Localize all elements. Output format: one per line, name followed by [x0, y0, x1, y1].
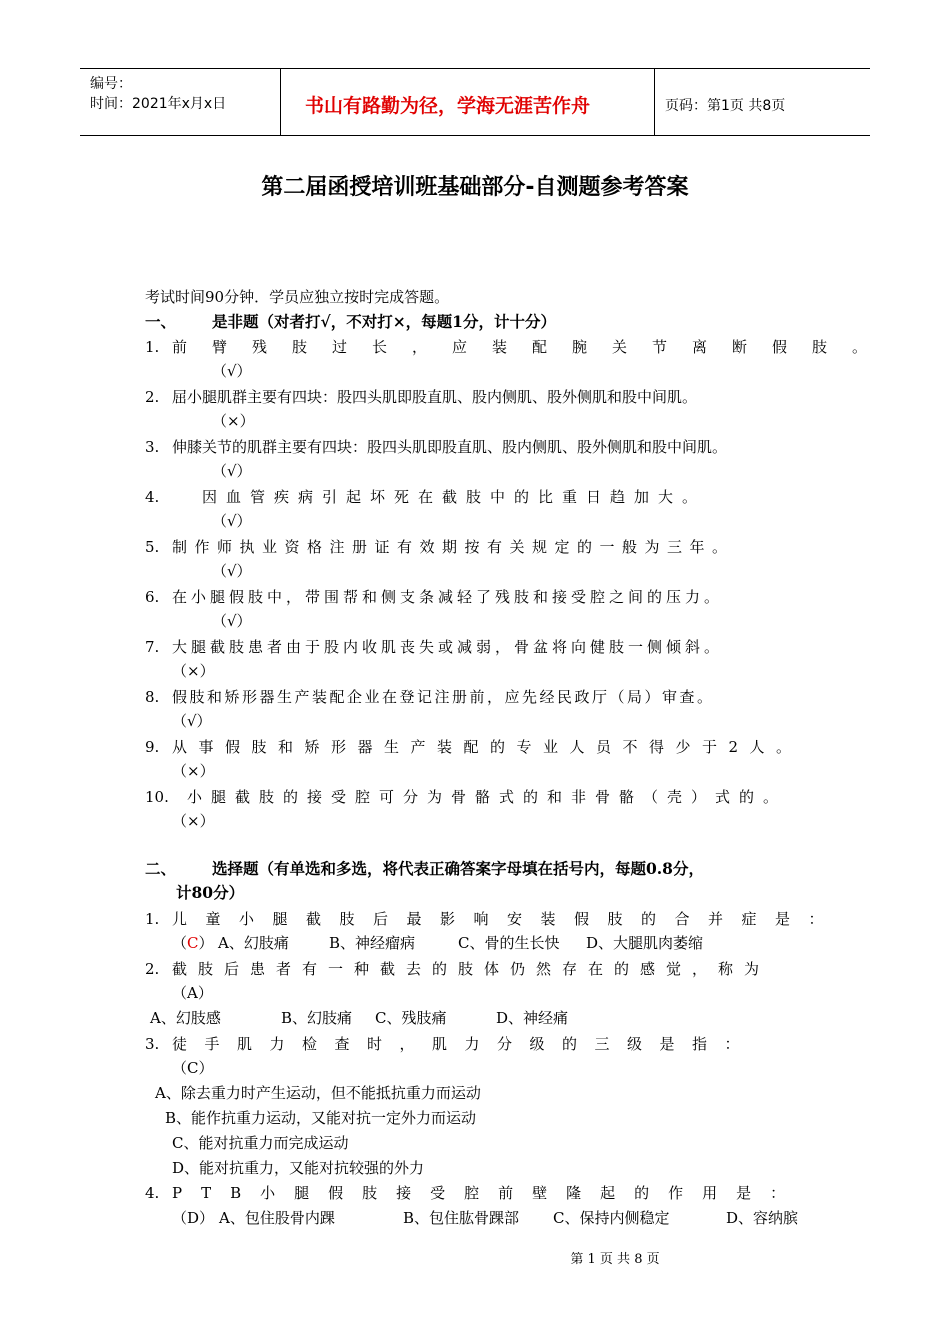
- section2-heading: 选择题（有单选和多选，将代表正确答案字母填在括号内，每题0.8分，: [212, 859, 704, 878]
- tf-item-text: 伸膝关节的肌群主要有四块：股四头肌即股直肌、股内侧肌、股外侧肌和股中间肌。: [172, 438, 728, 456]
- mc-question-text: 徒手肌力检查时，肌力分级的三级是指：: [172, 1035, 758, 1053]
- tf-item-answer: （×）: [172, 762, 215, 780]
- page-header: [80, 68, 870, 136]
- mc-option: C、能对抗重力而完成运动: [172, 1134, 349, 1152]
- tf-item-number: 3.: [145, 438, 160, 456]
- tf-item-text: [172, 337, 893, 357]
- tf-item-number: 5.: [145, 538, 160, 556]
- mc-question-number: 1.: [145, 910, 160, 928]
- mc-option: A、除去重力时产生运动，但不能抵抗重力而运动: [155, 1084, 481, 1102]
- section1-number: 一、: [145, 312, 177, 331]
- mc-option: D、能对抗重力，又能对抗较强的外力: [172, 1159, 425, 1177]
- tf-item-answer: （√）: [212, 612, 252, 630]
- tf-item-answer: （√）: [172, 712, 212, 730]
- tf-item-text: 假肢和矫形器生产装配企业在登记注册前，应先经民政厅（局）审查。: [172, 688, 715, 706]
- mc-question-number: 3.: [145, 1035, 160, 1053]
- tf-item-text: 在小腿假肢中，带围帮和侧支条减轻了残肢和接受腔之间的压力。: [172, 588, 724, 606]
- tf-item-number: 1.: [145, 338, 160, 356]
- mc-option: D、大腿肌肉萎缩: [586, 934, 704, 952]
- tf-item-number: 9.: [145, 738, 160, 756]
- mc-answer: （D）: [172, 1209, 215, 1227]
- tf-item-number: 10.: [145, 788, 169, 806]
- mc-question-text: PTB小腿假肢接受腔前壁隆起的作用是：: [172, 1184, 805, 1202]
- tf-item-text: 从事假肢和矫形器生产装配的专业人员不得少于2人。: [172, 738, 803, 756]
- mc-option: B、幻肢痛: [281, 1009, 353, 1027]
- mc-question-number: 4.: [145, 1184, 160, 1202]
- tf-item-text: 制作师执业资格注册证有效期按有关规定的一般为三年。: [172, 538, 735, 556]
- section2-heading-cont: 计80分）: [176, 883, 245, 902]
- mc-option: D、容纳膑: [726, 1209, 799, 1227]
- page-footer: 第 1 页 共 8 页: [570, 1252, 660, 1267]
- section1-heading: 是非题（对者打√，不对打×，每题1分，计十分）: [212, 312, 556, 331]
- tf-item-answer: （√）: [212, 512, 252, 530]
- tf-item-answer: （×）: [212, 412, 255, 430]
- tf-item-number: 8.: [145, 688, 160, 706]
- tf-item-text: 大腿截肢患者由于股内收肌丧失或减弱，骨盆将向健肢一侧倾斜。: [172, 638, 724, 656]
- tf-item-answer: （×）: [172, 812, 215, 830]
- answer-bracket-close: ）: [198, 934, 214, 952]
- header-page-info: 页码：第1页 共8页: [665, 98, 786, 114]
- answer-letter: C: [187, 934, 199, 952]
- mc-option: D、神经痛: [496, 1009, 569, 1027]
- tf-item-answer: （√）: [212, 462, 252, 480]
- mc-option: B、能作抗重力运动，又能对抗一定外力而运动: [165, 1109, 477, 1127]
- exam-intro: 考试时间90分钟．学员应独立按时完成答题。: [145, 288, 450, 306]
- tf-item-text: 因血管疾病引起坏死在截肢中的比重日趋加大。: [202, 488, 707, 506]
- mc-option: C、骨的生长快: [458, 934, 560, 952]
- tf-item-answer: （√）: [212, 362, 252, 380]
- header-meta-cell: [80, 69, 281, 135]
- tf-item-text: 屈小腿肌群主要有四块：股四头肌即股直肌、股内侧肌、股外侧肌和股中间肌。: [172, 388, 698, 406]
- mc-question-text: 截肢后患者有一种截去的肢体仍然存在的感觉，称为: [172, 960, 771, 978]
- mc-question-text: 儿童小腿截肢后最影响安装假肢的合并症是：: [172, 910, 843, 928]
- tf-item-number: 4.: [145, 488, 160, 506]
- answer-bracket-open: （: [172, 934, 188, 952]
- mc-option: A、包住股骨内踝: [219, 1209, 335, 1227]
- mc-answer: （C）: [172, 1059, 214, 1077]
- mc-answer-line: [172, 933, 214, 953]
- header-motto: 书山有路勤为径，学海无涯苦作舟: [305, 95, 591, 117]
- mc-option: B、包住肱骨踝部: [403, 1209, 520, 1227]
- tf-item-number: 2.: [145, 388, 160, 406]
- header-page-cell: [655, 69, 870, 135]
- mc-option: C、保持内侧稳定: [553, 1209, 670, 1227]
- section2-number: 二、: [145, 859, 177, 878]
- tf-item-number: 7.: [145, 638, 160, 656]
- header-motto-cell: [281, 69, 655, 135]
- mc-question-number: 2.: [145, 960, 160, 978]
- mc-answer: （A）: [172, 984, 213, 1002]
- mc-option: A、幻肢痛: [218, 934, 289, 952]
- tf-item-answer: （√）: [212, 562, 252, 580]
- doc-code-label: 编号：: [90, 76, 132, 92]
- tf-item-answer: （×）: [172, 662, 215, 680]
- doc-time-label: 时间：2021年x月x日: [90, 96, 227, 112]
- tf-item-text-body: 前臂残肢过长，应装配腕关节离断假肢。: [172, 338, 893, 356]
- tf-item-text: 小腿截肢的接受腔可分为骨骼式的和非骨骼（壳）式的。: [187, 788, 788, 806]
- mc-option: A、幻肢感: [150, 1009, 221, 1027]
- document-title: 第二届函授培训班基础部分-自测题参考答案: [261, 175, 689, 200]
- mc-option: C、残肢痛: [375, 1009, 447, 1027]
- mc-option: B、神经瘤病: [329, 934, 416, 952]
- tf-item-number: 6.: [145, 588, 160, 606]
